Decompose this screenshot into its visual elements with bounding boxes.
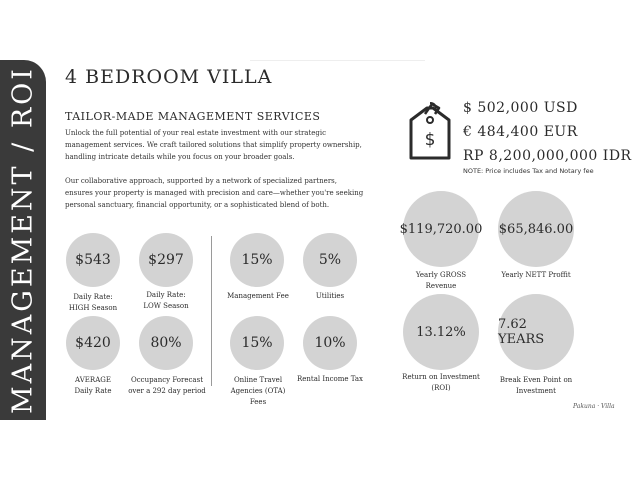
title-divider [250, 60, 425, 61]
side-tab [0, 60, 46, 420]
services-heading: TAILOR-MADE MANAGEMENT SERVICES [65, 110, 321, 123]
rate-label-low: Daily Rate: LOW Season [143, 291, 189, 310]
roi-circle-breakeven: 7.62 YEARS [498, 294, 574, 370]
services-paragraph-1: Unlock the full potential of your real estate investment with our strategic management services. We craft tailored solutions that simplify property ownership, handling intricate details while you focus on your broader goals. [65, 129, 362, 161]
price-idr: RP 8,200,000,000 IDR [463, 148, 632, 164]
rate-label-average: AVERAGE Daily Rate [74, 376, 112, 395]
roi-circle-gross: $119,720.00 [403, 191, 479, 267]
fee-label-utilities: Utilities [315, 292, 345, 300]
rate-circle-high: $543 [66, 233, 120, 287]
roi-label-gross: Yearly GROSS Revenue [415, 271, 467, 290]
rate-circle-average: $420 [66, 316, 120, 370]
fee-label-ota: Online Travel Agencies (OTA) Fees [230, 376, 286, 406]
fee-label-tax: Rental Income Tax [296, 375, 364, 383]
roi-label-nett: Yearly NETT Proffit [501, 271, 571, 279]
page-title: 4 BEDROOM VILLA [65, 66, 273, 88]
fee-label-management: Management Fee [227, 292, 289, 300]
rate-circle-low: $297 [139, 233, 193, 287]
occupancy-label: Occupancy Forecast over a 292 day period [128, 376, 206, 395]
services-paragraph-2: Our collaborative approach, supported by a network of specialized partners, ensures your property is managed with precision and care—whether you're seeking personal sanctuary, financial opportunity, or a sophisticated blend of both. [65, 177, 364, 209]
section-divider [211, 236, 212, 386]
roi-circle-nett: $65,846.00 [498, 191, 574, 267]
roi-label-return: Return on Investment (ROI) [402, 373, 480, 392]
signature: Pakuna · Villa [573, 403, 615, 410]
occupancy-circle: 80% [139, 316, 193, 370]
svg-text:$: $ [424, 130, 436, 150]
fee-circle-utilities: 5% [303, 233, 357, 287]
roi-label-breakeven: Break Even Point on Investment [499, 376, 573, 395]
fee-circle-management: 15% [230, 233, 284, 287]
fee-circle-tax: 10% [303, 316, 357, 370]
roi-circle-return: 13.12% [403, 294, 479, 370]
price-note: NOTE: Price includes Tax and Notary fee [463, 167, 594, 175]
side-tab-text: MANAGEMENT / ROI [7, 66, 39, 414]
rate-label-high: Daily Rate: HIGH Season [68, 293, 118, 312]
fee-circle-ota: 15% [230, 316, 284, 370]
price-eur: € 484,400 EUR [463, 124, 578, 140]
price-tag-dollar-icon [405, 100, 455, 162]
price-usd: $ 502,000 USD [463, 100, 578, 116]
